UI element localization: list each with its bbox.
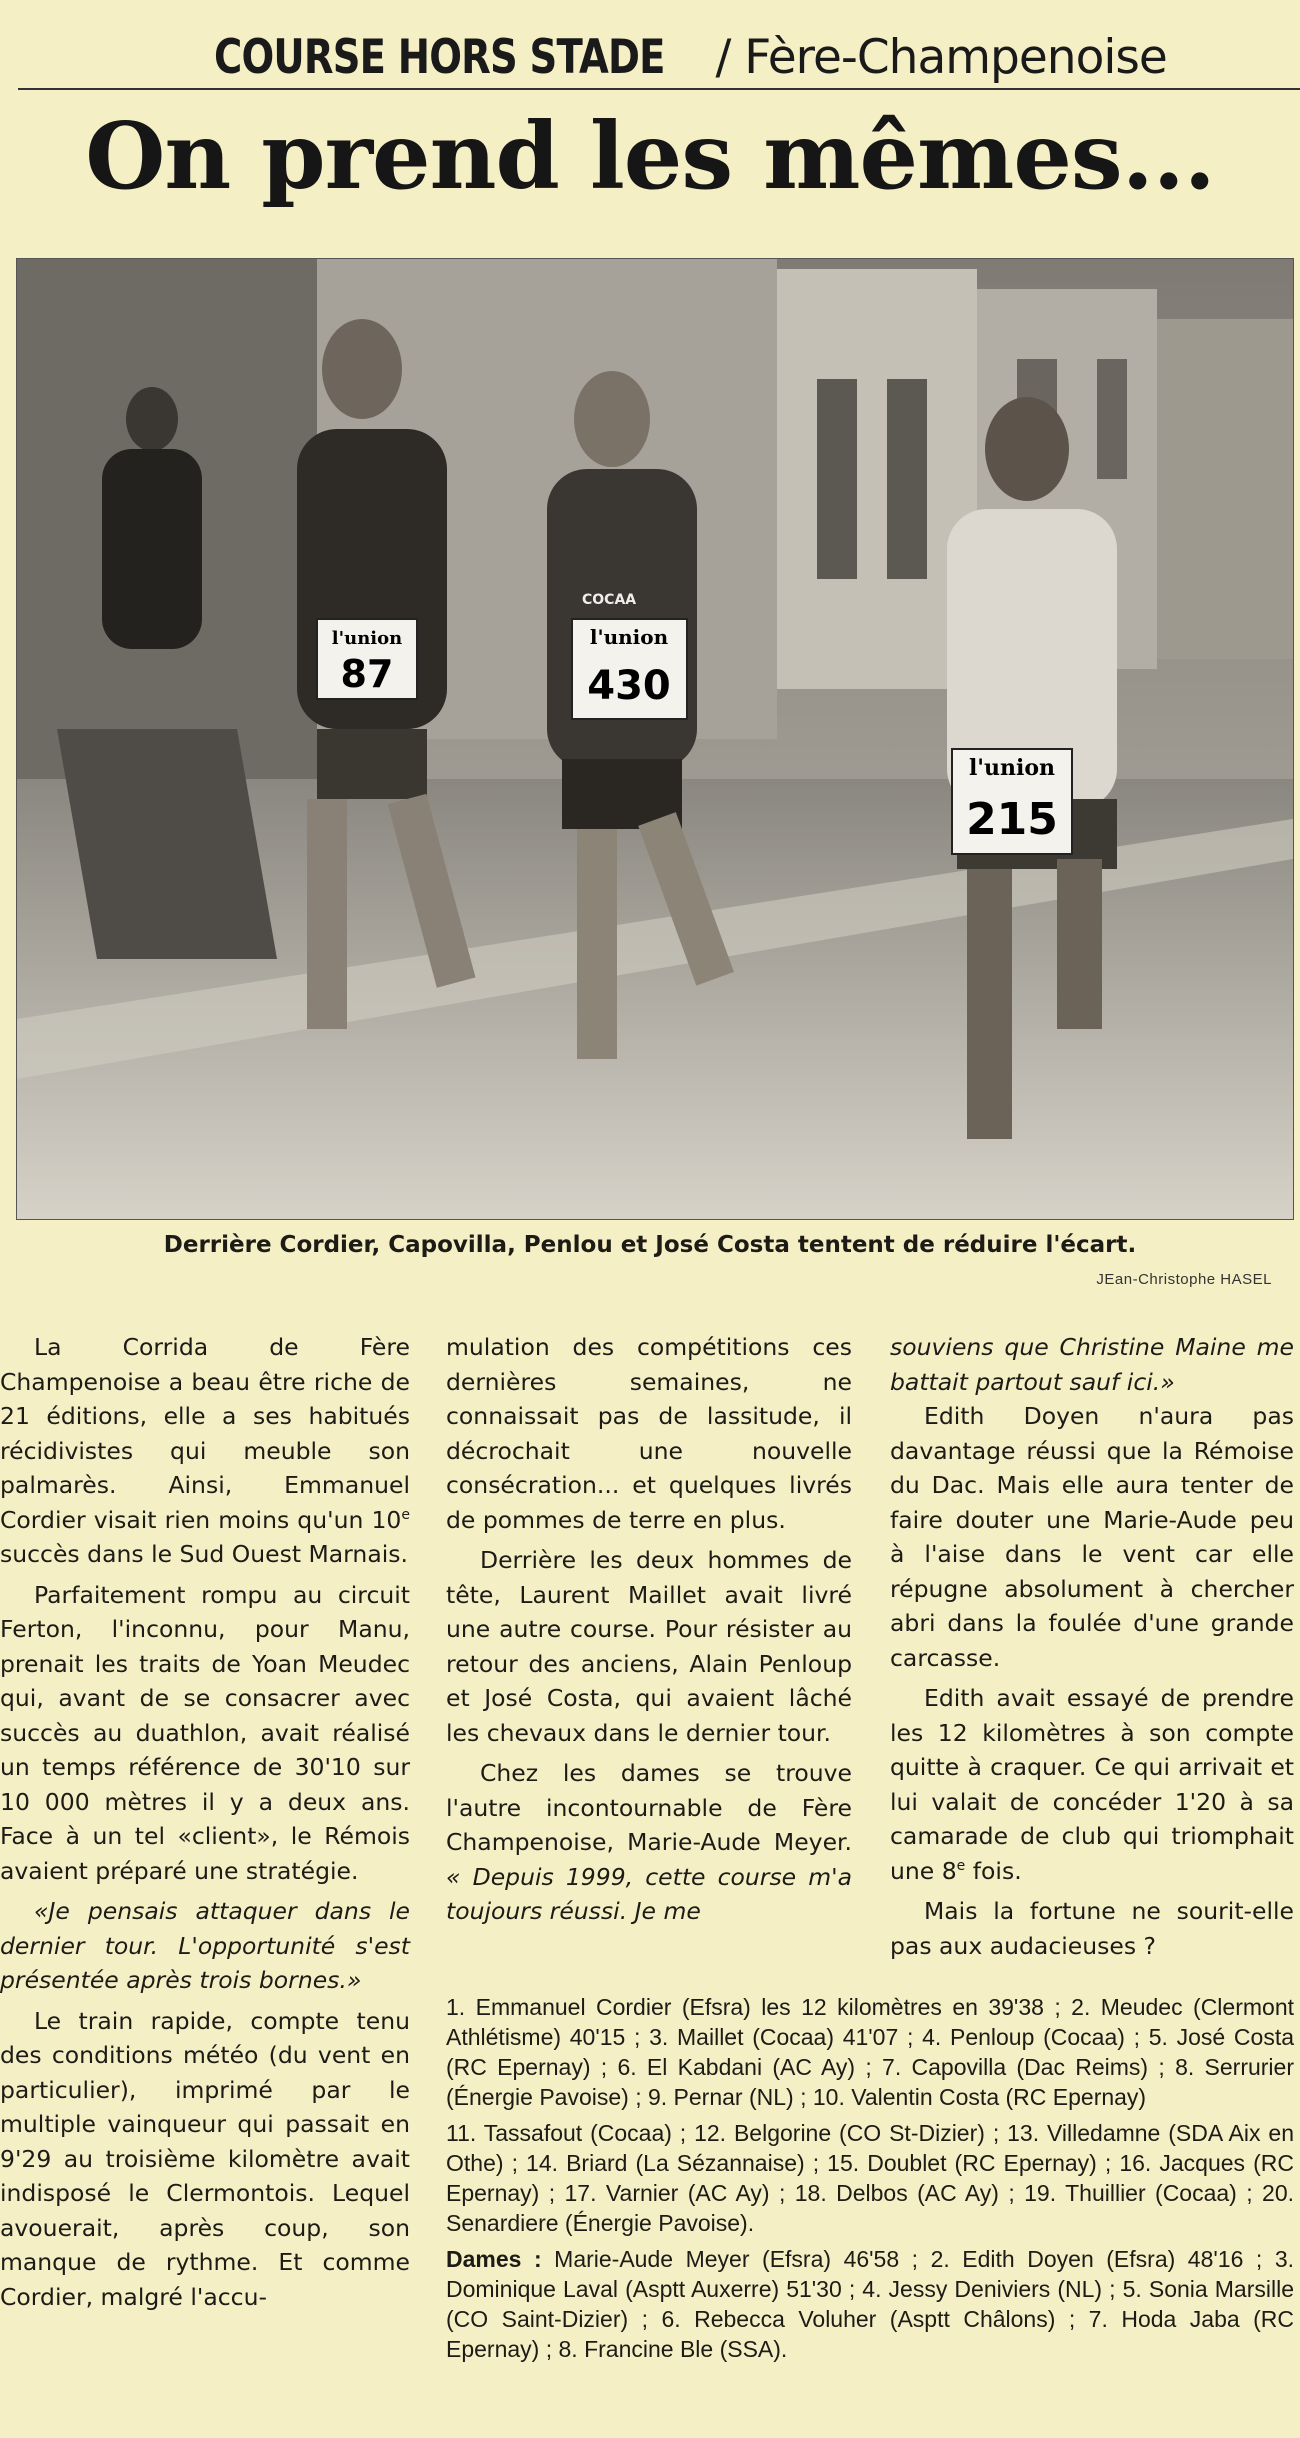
section-kicker [214,30,1167,85]
paragraph: mulation des compétitions ces dernières semaines, ne connaissait pas de lassitude, il décrochait une nouvelle consécration... et quelques livrés de pommes de terre en plus. [446,1333,852,1534]
results-men-2: 11. Tassafout (Cocaa) ; 12. Belgorine (CO St-Dizier) ; 13. Villedamne (SDA Aix en Othe) ; 14. Briard (La Sézannaise) ; 15. Doublet (RC Epernay) ; 16. Jacques (RC Epernay) ; 17. Varnier (AC Ay) ; 18. Delbos (AC Ay) ; 19. Thuillier (Cocaa) ; 20. Senardiere (Énergie Pavoise). [446,2120,1294,2236]
kicker-sub: / Fère-Champenoise [701,30,1167,85]
paragraph: Chez les dames se trouve l'autre incontournable de Fère Champenoise, Marie-Aude Meyer. « Depuis 1999, cette course m'a toujours réussi. Je me [446,1759,852,1925]
quote-end: souviens que Christine Maine me battait partout sauf ici.» [890,1333,1294,1396]
paragraph: La Corrida de Fère Champenoise a beau être riche de 21 éditions, elle a ses habitués récidivistes qui meuble son palmarès. Ainsi, Emmanuel Cordier visait rien moins qu'un 10e succès dans le Sud Ouest Marnais. [0,1333,410,1568]
runners-photo-illustration [17,259,1293,1219]
paragraph: Derrière les deux hommes de tête, Laurent Maillet avait livré une autre course. Pour résister au retour des anciens, Alain Penloup et José Costa, qui avaient lâché les chevaux dans le dernier tour. [446,1546,852,1747]
paragraph: Le train rapide, compte tenu des conditions météo (du vent en particulier), imprimé par le multiple vainqueur qui passait en 9'29 au troisième kilomètre avait indisposé le Clermontois. Lequel avouerait, après coup, son manque de rythme. Et comme Cordier, malgré l'accu- [0,2006,410,2311]
bib-87-number: 87 [340,652,394,696]
article-column-1 [0,1330,410,2314]
bib-430-brand: l'union [589,625,669,649]
kicker-main: COURSE HORS STADE [214,30,665,85]
paragraph: Mais la fortune ne sourit-elle pas aux audacieuses ? [890,1897,1294,1960]
paragraph: Parfaitement rompu au circuit Ferton, l'inconnu, pour Manu, prenait les traits de Yoan Meudec qui, avant de se consacrer avec succès au duathlon, avait réalisé un temps référence de 30'10 sur 10 000 mètres il y a deux ans. Face à un tel «client», le Rémois avaient préparé une stratégie. [0,1580,410,1885]
bib-215-brand: l'union [968,755,1056,781]
photo-credit: JEan-Christophe HASEL [1096,1271,1272,1288]
bib-430-number: 430 [587,663,671,709]
article-photo [16,258,1294,1220]
paragraph: Edith avait essayé de prendre les 12 kilomètres à son compte quitte à craquer. Ce qui arrivait et lui valait de concéder 1'20 à sa camarade de club qui triomphait une 8e fois. [890,1684,1294,1885]
bib-215 [952,749,1072,854]
article-column-2 [446,1330,852,1929]
race-results [446,1992,1294,2370]
header-rule [18,88,1300,90]
vest-text: COCAA [582,592,637,608]
article-column-3 [890,1330,1294,1963]
photo-caption: Derrière Cordier, Capovilla, Penlou et José Costa tentent de réduire l'écart. [163,1232,1137,1258]
headline: On prend les mêmes... [85,102,1215,210]
bib-87 [317,619,417,699]
bib-87-brand: l'union [331,628,403,649]
paragraph: Edith Doyen n'aura pas davantage réussi que la Rémoise du Dac. Mais elle aura tenter de faire douter une Marie-Aude peu à l'aise dans le vent car elle répugne absolument à chercher abri dans la foulée d'une grande carcasse. [890,1402,1294,1672]
bib-215-number: 215 [966,794,1058,845]
results-women: Dames : Marie-Aude Meyer (Efsra) 46'58 ; 2. Edith Doyen (Efsra) 48'16 ; 3. Dominique Laval (Asptt Auxerre) 51'30 ; 4. Jessy Deniviers (NL) ; 5. Sonia Marsille (CO Saint-Dizier) ; 6. Rebecca Voluher (Asptt Châlons) ; 7. Hoda Jaba (RC Epernay) ; 8. Francine Ble (SSA). [446,2246,1295,2362]
quote: «Je pensais attaquer dans le dernier tour. L'opportunité s'est présentée après trois bornes.» [0,1897,410,1994]
results-men-1: 1. Emmanuel Cordier (Efsra) les 12 kilomètres en 39'38 ; 2. Meudec (Clermont Athlétisme) 40'15 ; 3. Maillet (Cocaa) 41'07 ; 4. Penloup (Cocaa) ; 5. José Costa (RC Epernay) ; 6. El Kabdani (AC Ay) ; 7. Capovilla (Dac Reims) ; 8. Serrurier (Énergie Pavoise) ; 9. Pernar (NL) ; 10. Valentin Costa (RC Epernay) [446,1994,1294,2110]
